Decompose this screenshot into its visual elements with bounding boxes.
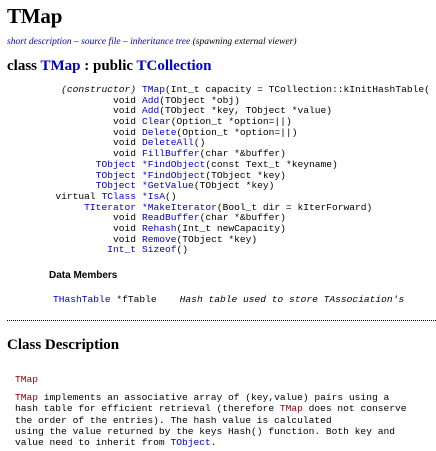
- return-type: void: [112, 137, 136, 149]
- member-function-link[interactable]: *FindObject: [142, 158, 206, 170]
- member-function-args: (TObject *key): [205, 169, 286, 181]
- member-function-args: (Option_t *option=||): [170, 116, 292, 128]
- member-function-args: (): [193, 137, 206, 149]
- description-line-5-end: .: [210, 437, 217, 449]
- description-line-2-start: hash table for efficient retrieval (therefore: [15, 403, 280, 415]
- data-member-comment: Hash table used to store TAssociation's: [179, 294, 405, 305]
- member-function-list: [0, 85, 430, 256]
- member-function-link[interactable]: Add: [142, 105, 160, 117]
- class-name-ref: TMap: [279, 403, 303, 415]
- member-function-link[interactable]: *FindObject: [142, 169, 206, 181]
- class-name-ref: TMap: [15, 392, 39, 403]
- data-member-type-link[interactable]: THashTable: [53, 294, 111, 305]
- member-function-args: (const Text_t *keyname): [205, 158, 338, 170]
- class-description-name: TMap: [15, 374, 39, 385]
- member-function-args: (TObject *key, TObject *value): [159, 105, 332, 117]
- inheritance-keyword: : public: [80, 58, 137, 74]
- return-type: void: [112, 105, 136, 117]
- return-type: void: [112, 212, 136, 224]
- member-function-link[interactable]: ReadBuffer: [142, 212, 200, 224]
- member-function-row: [0, 160, 430, 171]
- member-function-row: [0, 245, 430, 256]
- return-type: void: [112, 233, 136, 245]
- tobject-link[interactable]: TObject: [170, 437, 211, 449]
- member-function-link[interactable]: Clear: [142, 116, 171, 128]
- return-type-link[interactable]: TClass: [101, 190, 136, 202]
- return-type: (constructor): [61, 84, 136, 95]
- link-separator: –: [120, 37, 131, 47]
- member-function-args: (): [165, 190, 177, 202]
- member-function-link[interactable]: Sizeof: [142, 244, 177, 256]
- inheritance-tree-link[interactable]: inheritance tree: [130, 37, 191, 47]
- return-type: void: [112, 94, 136, 106]
- member-function-row: [0, 192, 430, 203]
- member-function-args: (char *&buffer): [199, 148, 286, 160]
- member-function-row: [0, 235, 430, 246]
- return-type-link[interactable]: Int_t: [107, 244, 136, 256]
- class-description-heading: Class Description: [7, 337, 120, 353]
- member-function-args: (TObject *key): [193, 180, 275, 192]
- member-function-args: (): [176, 244, 189, 256]
- return-type: void: [112, 116, 136, 128]
- member-function-link[interactable]: *GetValue: [142, 180, 194, 192]
- member-function-row: [0, 128, 430, 139]
- data-members-heading: Data Members: [49, 270, 118, 281]
- member-function-args: (Int_t newCapacity): [176, 222, 286, 234]
- return-type-link[interactable]: TIterator: [84, 201, 136, 213]
- member-function-args: (TObject *obj): [159, 94, 240, 106]
- link-separator: –: [71, 37, 82, 47]
- links-note: (spawning external viewer): [190, 37, 297, 47]
- short-description-link[interactable]: short description: [7, 37, 72, 47]
- member-function-link[interactable]: *MakeIterator: [142, 201, 217, 213]
- class-description-text: [15, 392, 407, 448]
- class-name-link[interactable]: TMap: [40, 58, 81, 74]
- member-function-link[interactable]: DeleteAll: [142, 137, 194, 149]
- description-line-5-start: value need to inherit from: [15, 437, 171, 449]
- return-type-link[interactable]: TObject: [95, 180, 136, 192]
- data-member-row: [53, 294, 404, 305]
- member-function-args: (Bool_t dir = kIterForward): [216, 201, 373, 213]
- member-function-link[interactable]: Add: [142, 94, 160, 106]
- member-function-link[interactable]: *IsA: [142, 190, 166, 202]
- member-function-args: (TObject *key): [176, 233, 258, 245]
- return-type-modifier: virtual: [55, 190, 102, 202]
- member-function-link[interactable]: FillBuffer: [142, 148, 200, 160]
- doc-links: [7, 37, 297, 47]
- return-type: void: [112, 222, 136, 234]
- class-declaration: [7, 58, 212, 75]
- return-type-link[interactable]: TObject: [95, 169, 136, 181]
- return-type[interactable]: [0, 245, 142, 256]
- return-type: void: [112, 126, 136, 138]
- return-type: void: [112, 148, 136, 160]
- member-function-link[interactable]: TMap: [142, 84, 166, 95]
- description-line-3: the order of the entries). The hash value is calculated: [15, 414, 332, 426]
- data-member-gap: [157, 294, 180, 305]
- member-function-args: (Option_t *option=||): [176, 126, 298, 138]
- source-file-link[interactable]: source file: [81, 37, 121, 47]
- page-title: TMap: [7, 4, 63, 28]
- member-function-args: (char *&buffer): [199, 212, 286, 224]
- description-line-4: using the value returned by the keys Hash() function. Both key and: [15, 425, 395, 437]
- return-type-link[interactable]: TObject: [95, 158, 136, 170]
- section-divider: [7, 320, 436, 321]
- base-class-link[interactable]: TCollection: [136, 58, 212, 74]
- class-keyword: class: [7, 58, 41, 74]
- data-member-field: *fTable: [110, 294, 157, 305]
- member-function-args: (Int_t capacity = TCollection::kInitHashTable(: [165, 84, 430, 95]
- description-line-1: implements an associative array of (key,value) pairs using a: [38, 392, 390, 403]
- description-line-2-end: does not conserve: [302, 403, 407, 415]
- member-function-link[interactable]: Rehash: [142, 222, 177, 234]
- member-function-link[interactable]: Remove: [142, 233, 177, 245]
- member-function-link[interactable]: Delete: [142, 126, 177, 138]
